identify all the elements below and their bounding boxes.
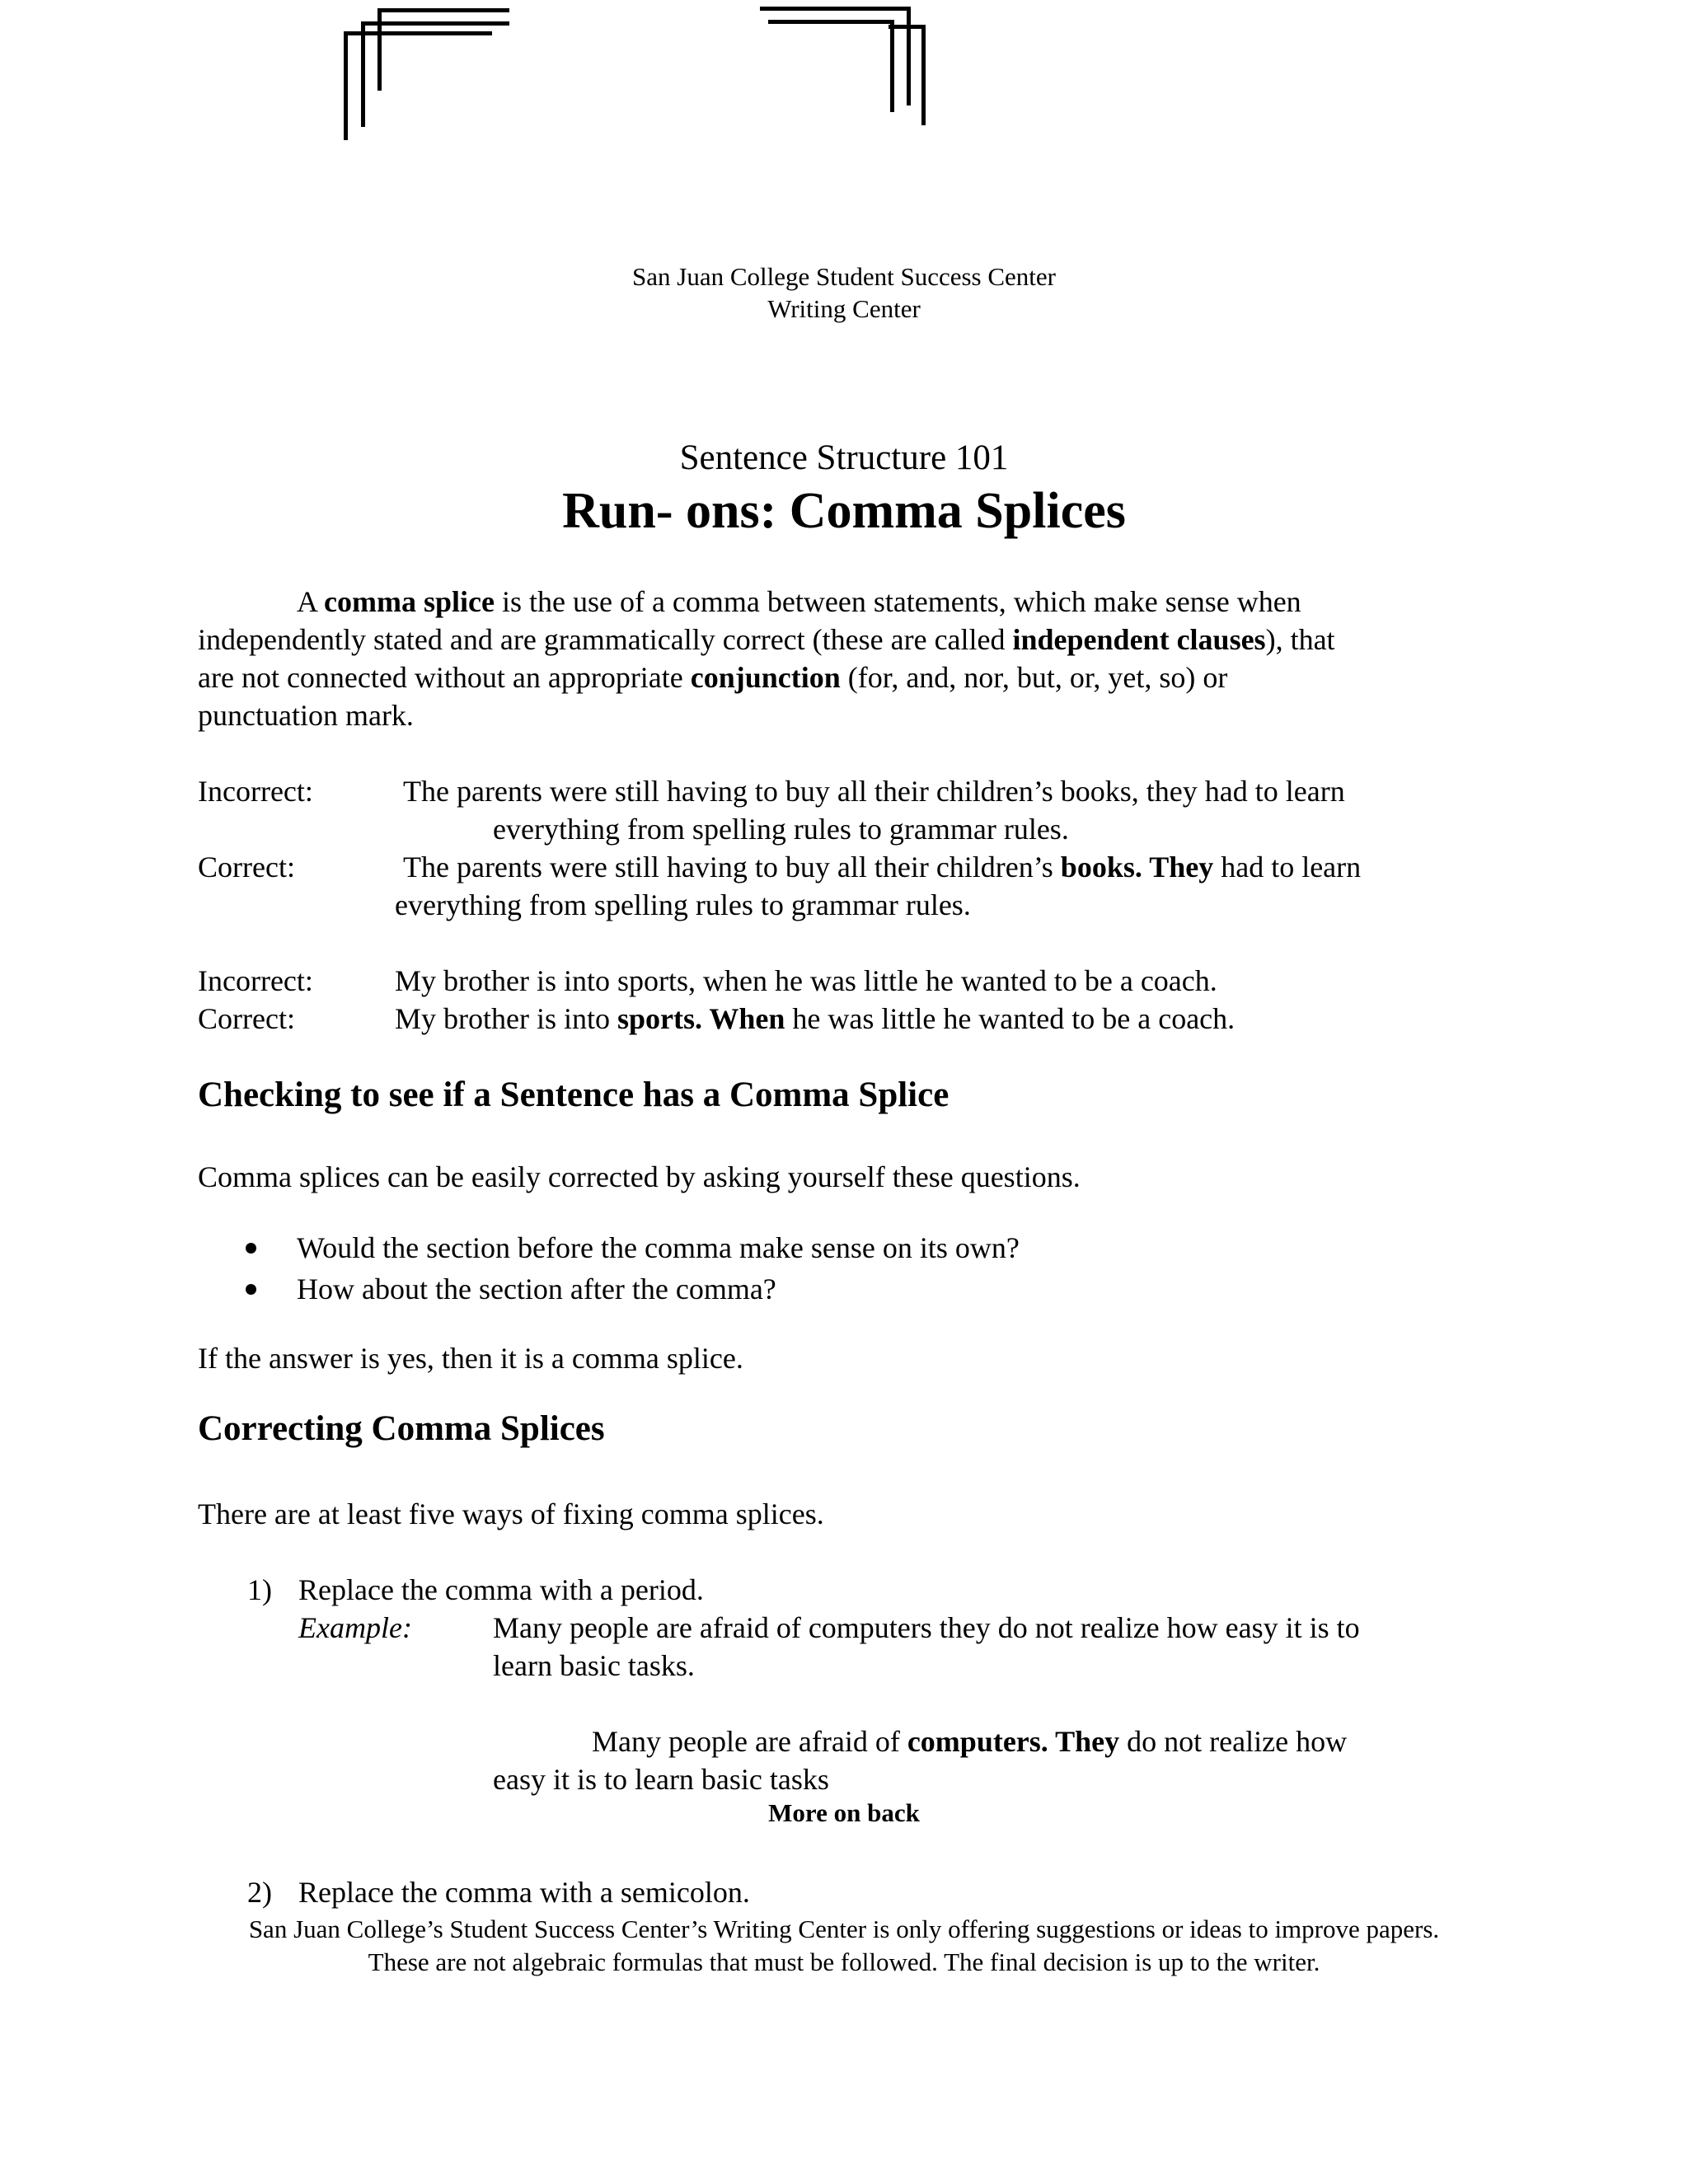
item-1-fix-line-2: easy it is to learn basic tasks	[493, 1763, 829, 1796]
footer-disclaimer	[0, 1913, 1688, 1979]
example-1-incorrect-line-1: The parents were still having to buy all their children’s books, they had to learn	[403, 775, 1345, 808]
example-1-incorrect-label: Incorrect:	[198, 775, 313, 808]
example-label: Example:	[298, 1611, 412, 1644]
page-subtitle: Sentence Structure 101	[679, 438, 1009, 477]
term-conjunction: conjunction	[690, 661, 841, 694]
section-heading-correcting: Correcting Comma Splices	[198, 1409, 605, 1448]
example-1-incorrect-line-2: everything from spelling rules to grammar rules.	[493, 813, 1069, 846]
page-title: Run- ons: Comma Splices	[562, 483, 1126, 539]
item-1-example-line-2: learn basic tasks.	[493, 1649, 695, 1682]
section-2-lead: There are at least five ways of fixing comma splices.	[198, 1497, 824, 1530]
footer-line-2: These are not algebraic formulas that must be followed. The final decision is up to the writer.	[368, 1947, 1320, 1976]
list-number-1: 1)	[247, 1573, 272, 1606]
example-1-correct-line-2: everything from spelling rules to grammar rules.	[395, 888, 971, 921]
item-1-example-line-1: Many people are afraid of computers they do not realize how easy it is to	[493, 1611, 1360, 1644]
term-independent-clauses: independent clauses	[1012, 623, 1266, 656]
example-2-incorrect-label: Incorrect:	[198, 964, 313, 997]
list-number-2: 2)	[247, 1876, 272, 1909]
bullet-item-1: Would the section before the comma make sense on its own?	[297, 1231, 1020, 1264]
term-comma-splice: comma splice	[324, 585, 495, 618]
example-2-correct: My brother is into sports. When he was little he wanted to be a coach.	[395, 1002, 1236, 1035]
header-org	[0, 260, 1688, 325]
example-1-correct-label: Correct:	[198, 851, 295, 883]
section-1-lead: Comma splices can be easily corrected by asking yourself these questions.	[198, 1160, 1081, 1193]
more-on-back: More on back	[768, 1798, 920, 1827]
list-item-2-text: Replace the comma with a semicolon.	[298, 1876, 750, 1909]
example-2-incorrect: My brother is into sports, when he was little he wanted to be a coach.	[395, 964, 1217, 997]
example-2-correct-label: Correct:	[198, 1002, 295, 1035]
bullet-item-2: How about the section after the comma?	[297, 1272, 776, 1305]
section-heading-checking: Checking to see if a Sentence has a Comma Splice	[198, 1076, 950, 1114]
item-1-fix-line-1: Many people are afraid of computers. They do not realize how	[592, 1725, 1348, 1758]
bullet-icon	[246, 1243, 256, 1254]
header-line-1: San Juan College Student Success Center	[632, 262, 1056, 291]
example-1-correct-line-1: The parents were still having to buy all their children’s books. They had to learn	[403, 851, 1362, 883]
intro-paragraph: A comma splice is the use of a comma between statements, which make sense when independently stated and are grammatically correct (these are called independent clauses), that are not connected without an appropriate conjunction (for, and, nor, but, or, yet, so) or punctuation mark.	[198, 585, 1335, 732]
bullet-icon	[246, 1284, 256, 1295]
list-item-1-text: Replace the comma with a period.	[298, 1573, 704, 1606]
footer-line-1: San Juan College’s Student Success Center’s Writing Center is only offering suggestions or ideas to improve papers.	[248, 1915, 1440, 1943]
header-line-2: Writing Center	[767, 294, 921, 323]
section-1-conclusion: If the answer is yes, then it is a comma splice.	[198, 1342, 743, 1375]
